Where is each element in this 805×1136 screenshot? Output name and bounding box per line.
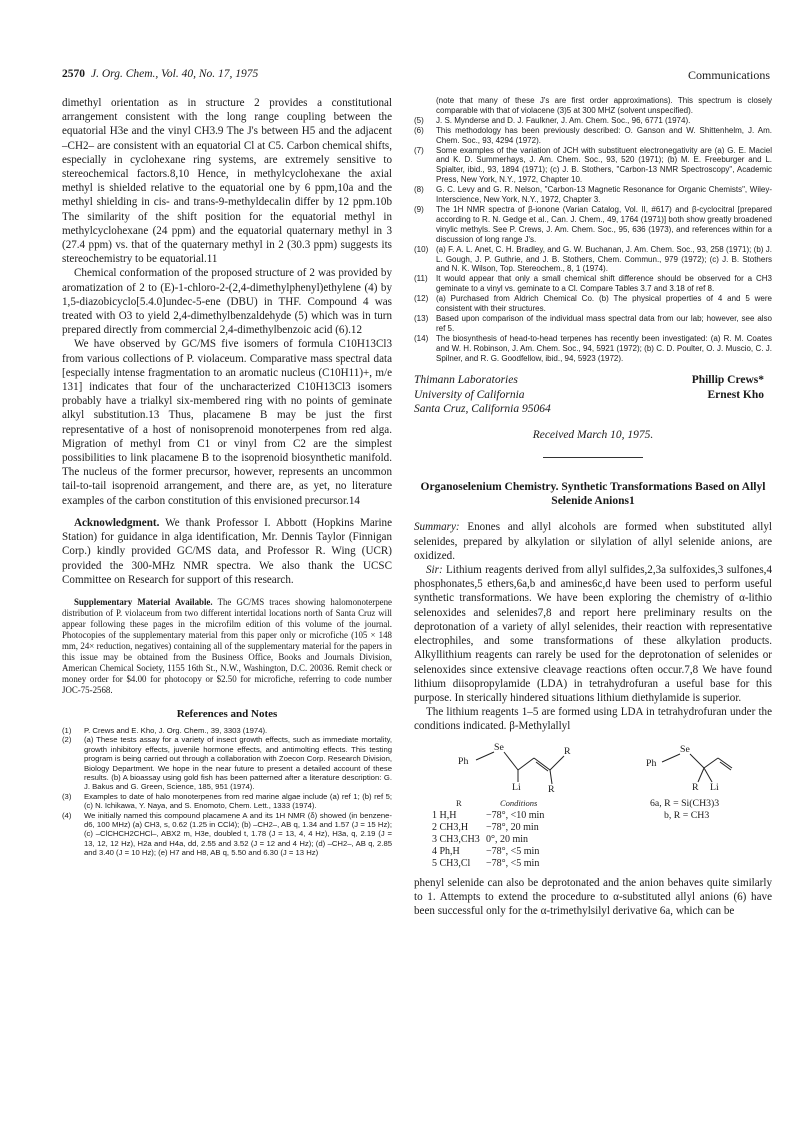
article-title: Organoselenium Chemistry. Synthetic Transformations Based on Allyl Selenide Anions1 bbox=[420, 481, 766, 508]
bond-line bbox=[534, 758, 550, 770]
reference-item bbox=[414, 185, 772, 205]
reference-item bbox=[414, 294, 772, 314]
table-cell: −78°, <5 min bbox=[486, 845, 540, 857]
table-row bbox=[432, 834, 632, 846]
reference-item bbox=[414, 126, 772, 146]
reference-number: (2) bbox=[62, 735, 72, 745]
reference-number: (11) bbox=[414, 274, 428, 284]
scheme-label-r2: R bbox=[548, 783, 555, 795]
supplementary-title: Supplementary Material Available. bbox=[74, 596, 213, 607]
bond-line bbox=[718, 758, 732, 768]
bond-line bbox=[504, 752, 518, 770]
reference-text: P. Crews and E. Kho, J. Org. Chem., 39, 3303 (1974). bbox=[84, 725, 268, 735]
journal-citation: J. Org. Chem., Vol. 40, No. 17, 1975 bbox=[91, 68, 259, 80]
reference-text: This methodology has been previously described: O. Ganson and W. Shittenhelm, J. Am. Chem. Soc., 93, 4294 (1972). bbox=[436, 125, 772, 145]
table-cell: 0°, 20 min bbox=[486, 833, 529, 845]
reference-item bbox=[414, 274, 772, 294]
reference-number: (8) bbox=[414, 185, 424, 195]
author-name: Phillip Crews* bbox=[691, 374, 764, 387]
supplementary-material bbox=[62, 597, 392, 696]
reference-text: (a) These tests assay for a variety of insect growth effects, such as immediate mortality, growth inhibitory effects, juvenile hormone effects, and antimolting effects. This testing program is being carried out through a collaboration with Zoecon Corp. Research Division, Biology Department. We hope in the near future to present a detailed account of these results. (b) A bioassay using gold fish has been patterned after a literature description: G. J. Bakus and G. Green, Science, 185, 951 (1974). bbox=[84, 735, 392, 792]
letter-body bbox=[414, 563, 772, 705]
references-title: References and Notes bbox=[176, 707, 278, 720]
right-column bbox=[414, 96, 772, 918]
table-cell: 4 Ph,H bbox=[432, 845, 460, 857]
paragraph: We have observed by GC/MS five isomers of formula C10H13Cl3 from various collections of P. violaceum. Comparative mass spectral data [especially intense fragmentation to an aromatic nucleus (C10H11)+, m/e 131] indicates that four of the uncharacterized C10H13Cl3 isomers probably have a trialkyl six-membered ring with no points of geminate alkyl substitution.13 Thus, placamene B may be just the first representative of a host of nonisoprenoid monoterpenes from red alga. Migration of methyl from C1 or vinyl from C2 are the simplest possibilities to link placamene B to the isoprenoid biosynthetic manifold. The nucleus of the former precursor, however, represents an uncommon tail-to-tail isoprenoid arrangement, and there are, as yet, no literature examples of the carbon constitution of this envisioned precursor.14 bbox=[62, 338, 392, 507]
reference-text: We initially named this compound placamene A and its 1H NMR (δ) showed (in benzene-d6, 100 MHz) (a) CH3, s, 0.62 (1.25 in CCl4); (b) –CH2–, AB q, 1.34 and 1.57 (J = 15 Hz); (c) –ClCHCH2CHCl–, ABX2 m, H3e, doubled t, 1.78 (J = 13, 4, 4 Hz), H3a, q, 2.19 (J = 13, 12, 12 Hz), H2a and H4a, dd, 2.55 and 3.52 (J = 12 and 4 Hz); (d) –CH2–, AB q, 2.85 and 3.40 (J = 10 Hz); (e) H7 and H8, AB q, 5.50 and 6.30 (J = 13 Hz) bbox=[84, 810, 392, 858]
acknowledgment-title: Acknowledgment. bbox=[74, 516, 160, 529]
reference-number: (1) bbox=[62, 725, 72, 735]
reference-item bbox=[414, 245, 772, 275]
reference-text: The 1H NMR spectra of β-ionone (Varian Catalog, Vol. II, #617) and β-cyclocitral [prepared according to R. N. Gedge et al., Can. J. Chem., 49, 1764 (1971)] both show greatly broadened vinylic methyls. See P. Crews, J. Am. Chem. Soc., 95, 636 (1973), and references within for a discussion of long range J's. bbox=[436, 204, 772, 244]
author-address-block bbox=[414, 373, 772, 423]
scheme-label-ph: Ph bbox=[458, 755, 469, 767]
reference-number: (6) bbox=[414, 125, 424, 135]
reference-number: (7) bbox=[414, 145, 424, 155]
compound-definition: 6a, R = Si(CH3)3 bbox=[650, 797, 720, 809]
institution-line: Thimann Laboratories bbox=[414, 374, 518, 387]
reference-text: J. S. Mynderse and D. J. Faulkner, J. Am. Chem. Soc., 96, 6771 (1974). bbox=[436, 115, 691, 125]
bond-line bbox=[704, 758, 718, 768]
running-head bbox=[62, 68, 258, 80]
table-row bbox=[432, 822, 632, 834]
table-header-conditions: Conditions bbox=[500, 797, 538, 808]
reference-text: Based upon comparison of the individual mass spectral data from our lab; however, see also ref 5. bbox=[436, 313, 772, 333]
table-cell: 2 CH3,H bbox=[432, 821, 469, 833]
reference-item bbox=[414, 205, 772, 245]
paragraph: Chemical conformation of the proposed structure of 2 was provided by aromatization of 2 to (E)-1-chloro-2-(2,4-dimethylphenyl)ethylene (4) by 1,5-diazobicyclo[5.4.0]undec-5-ene (DBU) in THF. Compound 4 was treated with O3 to yield 2,4-dimethylbenzaldehyde (5) which was in turn prepared directly from commercial 2,4-dimethylbenzoic acid (6).12 bbox=[62, 267, 392, 337]
reference-text: (a) F. A. L. Anet, C. H. Bradley, and G. W. Buchanan, J. Am. Chem. Soc., 93, 258 (1971); (b) J. L. Gough, J. P. Guthrie, and J. B. Stothers, Chem. Commun., 979 (1972); (c) J. B. Stothers and N. K. Wilson, Top. Stereochem., 8, 1 (1974). bbox=[436, 244, 772, 274]
reference-text: G. C. Levy and G. R. Nelson, "Carbon-13 Magnetic Resonance for Organic Chemists", Wiley-Interscience, New York, N.Y., 1972, Chapter 3. bbox=[436, 185, 772, 205]
reference-text: The biosynthesis of head-to-head terpenes has recently been investigated: (a) R. M. Coates and W. H. Robinson, J. Am. Chem. Soc., 94, 5921 (1972); (b) C. D. Poulter, O. J. Muscio, C. J. Spilner, and R. G. Goodfellow, ibid., 94, 5923 (1972). bbox=[436, 333, 772, 363]
received-date: Received March 10, 1975. bbox=[532, 429, 654, 442]
table-cell: −78°, <5 min bbox=[486, 857, 540, 869]
bond-line bbox=[690, 754, 704, 768]
table-cell: 1 H,H bbox=[432, 809, 457, 821]
reference-text: It would appear that only a small chemical shift difference should be observed for a CH3 geminate to a vinyl vs. geminate to a Cl. Compare Tables 3.7 and 3.18 of ref 8. bbox=[436, 274, 772, 294]
bond-line bbox=[550, 756, 564, 770]
sir-label: Sir: bbox=[426, 564, 443, 577]
bond-line bbox=[476, 752, 494, 760]
scheme-label-li: Li bbox=[512, 781, 521, 793]
summary bbox=[414, 520, 772, 563]
reference-number: (5) bbox=[414, 115, 424, 125]
reference-item bbox=[414, 146, 772, 186]
reference-item bbox=[62, 792, 392, 811]
table-cell: 3 CH3,CH3 bbox=[432, 833, 480, 845]
reference-item bbox=[414, 116, 772, 126]
institution bbox=[414, 373, 551, 417]
acknowledgment-text: We thank Professor I. Abbott (Hopkins Marine Station) for guidance in alga identification, Mr. Dennis Taylor (Finnigan Corp.) kindly provided GC/MS data, and Professor R. Wing (UCR) provided the 300-MHz NMR spectra. We also thank the UCSC Committee on Research for support of this research. bbox=[62, 516, 393, 586]
page-number: 2570 bbox=[62, 68, 85, 80]
scheme-label-se: Se bbox=[680, 743, 690, 755]
scheme-label-r: R bbox=[564, 745, 571, 757]
scheme-label-li: Li bbox=[710, 781, 719, 793]
paragraph: phenyl selenide can also be deprotonated and the anion behaves quite similarly to 1. Attempts to extend the procedure to α-substituted allyl anions (6) have been successful only for the α-trimethylsilyl derivative 6a, which can be bbox=[414, 876, 772, 917]
reference-number: (4) bbox=[62, 810, 72, 820]
supplementary-text: The GC/MS traces showing halomonoterpene distribution of P. violaceum from two different intertidal locations north of Santa Cruz will appear following these pages in the microfilm edition of this volume of the journal. Photocopies of the supplementary material from this paper only or microfiche (105 × 148 mm, 24× reduction, negatives) containing all of the supplementary material for the papers in this issue may be obtained from the Business Office, Books and Journals Division, American Chemical Society, 1155 16th St., N.W., Washington, D.C. 20036. Remit check or money order for $4.00 for photocopy or $2.50 for microfiche, referring to code number JOC-75-2568. bbox=[62, 596, 392, 695]
reference-number: (9) bbox=[414, 204, 424, 214]
summary-text: Enones and allyl alcohols are formed when substituted allyl selenides, prepared by alkylation or silylation of allyl selenide anions, are oxidized. bbox=[414, 521, 773, 562]
table-cell: −78°, 20 min bbox=[486, 821, 539, 833]
author-name: Ernest Kho bbox=[707, 388, 764, 401]
reference-text: (a) Purchased from Aldrich Chemical Co. (b) The physical properties of 4 and 5 were consistent with their structures. bbox=[436, 294, 772, 314]
reference-item bbox=[62, 726, 392, 735]
bond-line bbox=[698, 768, 704, 782]
letter-text: Lithium reagents derived from allyl sulfides,2,3a sulfoxides,3 sulfones,4 phosphonates,5 ethers,6a,b and amines6c,d have been used to perform useful synthetic transformations. We have been exploring the chemistry of α-lithio selenoxides and selenides7,8 and report here preliminary results on the deprotonation of a variety of allyl selenides, their reaction with representative electrophiles, and some transformations of these alkylation products. Alkyllithium reagents can rarely be used for the deprotonation of selenides or selenoxides since extensive cleavage reactions often occur.7,8 We have found lithium diisopropylamide (LDA) in tetrahydrofuran a useful base for this purpose. In sterically hindered situations lithium diethylamide is superior. bbox=[414, 564, 772, 704]
table-row bbox=[432, 858, 632, 870]
institution-line: Santa Cruz, California 95064 bbox=[414, 403, 551, 416]
paragraph: The lithium reagents 1–5 are formed using LDA in tetrahydrofuran under the conditions indicated. β-Methylallyl bbox=[414, 706, 772, 733]
reference-number: (10) bbox=[414, 244, 429, 254]
reference-number: (12) bbox=[414, 294, 429, 304]
reference-text: (note that many of these J's are first order approximations). This spectrum is closely comparable with that of violacene (3)5 at 300 MHZ (solvent unspecified). bbox=[436, 96, 772, 115]
scheme-label-se: Se bbox=[494, 741, 504, 753]
table-header-r: R bbox=[456, 797, 462, 808]
references-list-continued bbox=[414, 96, 772, 363]
bond-line bbox=[536, 762, 548, 771]
reference-item bbox=[414, 314, 772, 334]
left-column bbox=[62, 96, 392, 858]
authors bbox=[692, 373, 764, 402]
bond-line bbox=[518, 758, 534, 770]
section-label: Communications bbox=[688, 68, 770, 82]
reference-text: Examples to date of halo monoterpenes from red marine algae include (a) ref 1; (b) ref 5; (c) N. Ichikawa, Y. Naya, and S. Enomoto, Chem. Lett., 1333 (1974). bbox=[84, 791, 392, 811]
institution-line: University of California bbox=[414, 388, 525, 401]
table-row bbox=[432, 846, 632, 858]
reference-item bbox=[414, 96, 772, 116]
table-cell: −78°, <10 min bbox=[486, 809, 545, 821]
acknowledgment bbox=[62, 516, 392, 587]
bond-line bbox=[662, 754, 680, 762]
summary-label: Summary: bbox=[414, 521, 460, 534]
divider bbox=[543, 457, 643, 458]
page-header bbox=[62, 68, 770, 84]
compound-definition: b, R = CH3 bbox=[664, 809, 710, 821]
table-row bbox=[432, 810, 632, 822]
bond-line bbox=[550, 770, 552, 784]
reference-number: (3) bbox=[62, 791, 72, 801]
reference-item bbox=[62, 811, 392, 858]
scheme-label-ph: Ph bbox=[646, 757, 657, 769]
references-list bbox=[62, 726, 392, 858]
scheme-label-r: R bbox=[692, 781, 699, 793]
reference-text: Some examples of the variation of JCH with substituent electronegativity are (a) G. E. Maciel and K. D. Summerhays, J. Am. Chem. Soc., 93, 520 (1971); (b) M. E. Freeburger and L. Spialter, ibid., 93, 1894 (1971); (c) J. B. Stothers, "Carbon-13 NMR Spectroscopy", Academic Press, New York, N.Y., 1972, Chapter 10. bbox=[436, 145, 772, 185]
reference-item bbox=[62, 735, 392, 791]
reference-item bbox=[414, 334, 772, 364]
reaction-scheme bbox=[414, 740, 772, 872]
paragraph: dimethyl orientation as in structure 2 provides a constitutional arrangement consistent with the long range coupling between the equatorial H3e and the vinyl CH3.9 The J's between H5 and the adjacent –CH2– are consistent with an equatorial Cl at C5. Carbon chemical shifts, especially in cyclohexane ring systems, are extremely sensitive to stereochemical factors.8,10 Hence, in methylcyclohexane the axial methyl is shielded relative to the equatorial one by 6 ppm,10a and the methyl shielding in cis- and trans-9-methyldecalin differ by 12 ppm.10b The similarity of the shift position for the equatorial methyl in methylcyclohexane (24 ppm) and the equatorial quaternary methyl in 3 (27.4 ppm) vs. that of the quaternary methyl in 2 (30.3 ppm) suggests its stereochemistry to be equatorial.11 bbox=[62, 97, 392, 266]
bond-line bbox=[704, 768, 712, 782]
table-cell: 5 CH3,Cl bbox=[432, 857, 471, 869]
reference-number: (14) bbox=[414, 333, 429, 343]
reference-number: (13) bbox=[414, 313, 429, 323]
